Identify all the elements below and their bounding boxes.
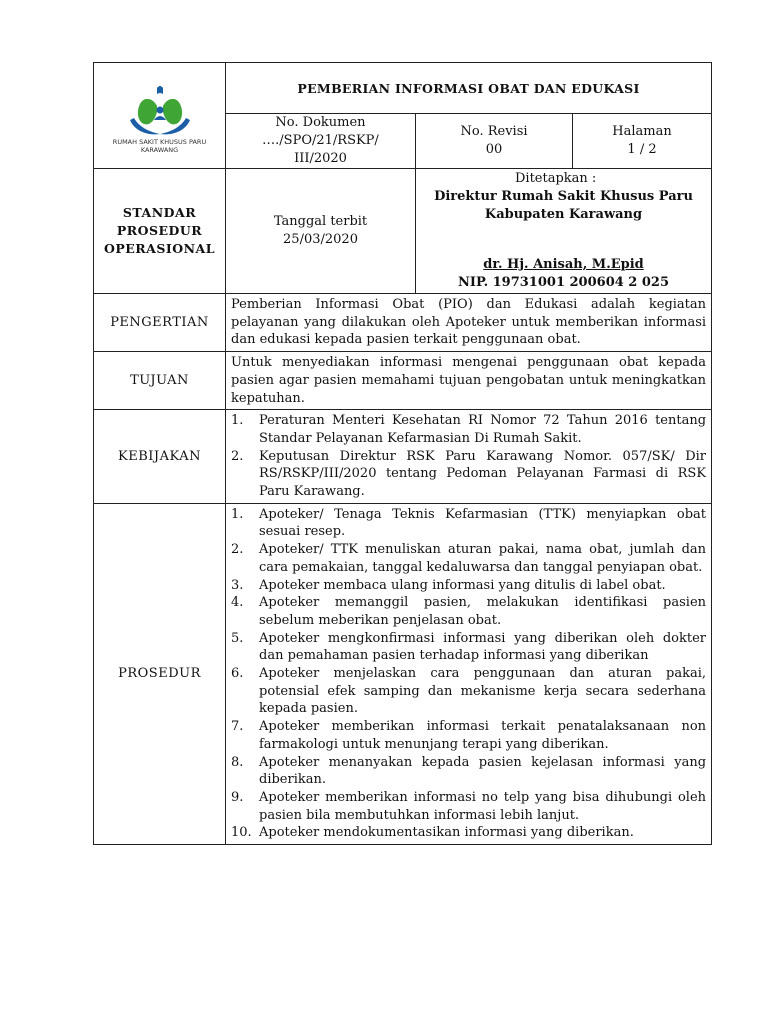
- sop-line-1: STANDAR: [122, 205, 197, 220]
- logo-cell: [94, 63, 226, 169]
- approval-cell: [416, 169, 712, 294]
- list-item-number: 2.: [231, 448, 244, 464]
- kebijakan-heading: KEBIJAKAN: [94, 410, 226, 504]
- list-item-text: Apoteker menanyakan kepada pasien kejelasan informasi yang diberikan.: [259, 754, 707, 788]
- list-item: [231, 412, 706, 447]
- doc-number-value: …./SPO/21/RSKP/ III/2020: [262, 133, 379, 166]
- list-item-number: 5.: [231, 630, 244, 646]
- list-item-text: Apoteker memberikan informasi terkait penatalaksanaan non farmakologi untuk menunjang terapi yang diberikan.: [259, 719, 707, 752]
- list-item-number: 4.: [231, 595, 244, 611]
- list-item-number: 7.: [231, 719, 244, 735]
- logo-city: KARAWANG: [140, 145, 179, 154]
- list-item-number: 6.: [231, 666, 244, 682]
- revision-value: 00: [485, 142, 503, 157]
- prosedur-list: [231, 506, 706, 842]
- list-item-text: Apoteker/ TTK menuliskan aturan pakai, nama obat, jumlah dan cara pemakaian, tanggal kedaluwarsa dan tanggal penyiapan obat.: [259, 542, 707, 575]
- list-item: [231, 718, 706, 753]
- list-item-text: Apoteker menjelaskan cara penggunaan dan aturan pakai, potensial efek samping dan mekanisme kerja secara sederhana kepada pasien.: [259, 666, 707, 717]
- list-item-text: Apoteker/ Tenaga Teknis Kefarmasian (TTK) menyiapkan obat sesuai resep.: [259, 506, 707, 540]
- list-item-number: 9.: [231, 789, 244, 805]
- issue-date-label: Tanggal terbit: [273, 214, 368, 229]
- list-item-number: 3.: [231, 577, 244, 593]
- document-title: PEMBERIAN INFORMASI OBAT DAN EDUKASI: [226, 63, 712, 114]
- list-item: [231, 577, 706, 595]
- sop-table: [93, 62, 712, 845]
- sop-document: [93, 62, 711, 845]
- tujuan-heading: TUJUAN: [94, 352, 226, 410]
- issue-date-value: 25/03/2020: [283, 232, 358, 247]
- page-label: Halaman: [612, 124, 672, 139]
- list-item: [231, 506, 706, 541]
- sop-line-2: PROSEDUR: [116, 223, 203, 238]
- sop-line-3: OPERASIONAL: [103, 241, 216, 256]
- list-item: [231, 754, 706, 789]
- list-item-number: 1.: [231, 506, 244, 522]
- list-item-text: Peraturan Menteri Kesehatan RI Nomor 72 Tahun 2016 tentang Standar Pelayanan Kefarmasian Di Rumah Sakit.: [259, 413, 707, 446]
- signatory-name: dr. Hj. Anisah, M.Epid: [483, 257, 644, 272]
- approval-org-line-1: Direktur Rumah Sakit Khusus Paru: [434, 189, 693, 204]
- revision-label: No. Revisi: [460, 124, 528, 139]
- list-item: [231, 665, 706, 718]
- list-item-text: Apoteker membaca ulang informasi yang ditulis di label obat.: [259, 577, 666, 593]
- logo-name: RUMAH SAKIT KHUSUS PARU: [112, 137, 207, 146]
- signatory-nip: NIP. 19731001 200604 2 025: [457, 275, 670, 290]
- prosedur-list-cell: [226, 503, 712, 844]
- doc-number-label: No. Dokumen: [275, 115, 366, 130]
- list-item: [231, 630, 706, 665]
- approval-label: Ditetapkan :: [515, 171, 597, 186]
- logo-caption: [94, 138, 225, 154]
- list-item-text: Keputusan Direktur RSK Paru Karawang Nomor. 057/SK/ Dir RS/RSKP/III/2020 tentang Pedoman Pelayanan Farmasi di RSK Paru Karawang.: [259, 448, 707, 500]
- issue-date-cell: [226, 169, 416, 294]
- list-item: [231, 824, 706, 842]
- approval-org-line-2: Kabupaten Karawang: [484, 207, 643, 222]
- list-item-number: 1.: [231, 413, 244, 429]
- list-item-text: Apoteker memanggil pasien, melakukan identifikasi pasien sebelum meberikan penjelasan obat.: [259, 595, 707, 628]
- sop-label-cell: [94, 169, 226, 294]
- list-item-number: 10.: [231, 825, 252, 841]
- tujuan-text: Untuk menyediakan informasi mengenai penggunaan obat kepada pasien agar pasien memahami tujuan pengobatan untuk meningkatkan kepatuhan.: [226, 352, 712, 410]
- list-item-text: Apoteker mendokumentasikan informasi yang diberikan.: [259, 825, 634, 841]
- list-item: [231, 448, 706, 501]
- list-item-text: Apoteker memberikan informasi no telp yang bisa dihubungi oleh pasien bila membutuhkan informasi lebih lanjut.: [259, 789, 707, 823]
- page-value: 1 / 2: [627, 142, 657, 157]
- pengertian-heading: PENGERTIAN: [94, 294, 226, 352]
- signatory: [420, 256, 707, 292]
- list-item-text: Apoteker mengkonfirmasi informasi yang diberikan oleh dokter dan pemahaman pasien terhadap informasi yang diberikan: [259, 630, 707, 664]
- doc-number-cell: [226, 114, 416, 169]
- revision-cell: [416, 114, 573, 169]
- kebijakan-list: [231, 412, 706, 501]
- list-item-number: 8.: [231, 754, 244, 770]
- list-item: [231, 594, 706, 629]
- page-cell: [573, 114, 712, 169]
- prosedur-heading: PROSEDUR: [94, 503, 226, 844]
- list-item-number: 2.: [231, 542, 244, 558]
- kebijakan-list-cell: [226, 410, 712, 504]
- hospital-logo: [120, 84, 200, 144]
- list-item: [231, 789, 706, 824]
- pengertian-text: Pemberian Informasi Obat (PIO) dan Edukasi adalah kegiatan pelayanan yang dilakukan oleh Apoteker untuk memberikan informasi dan edukasi kepada pasien terkait penggunaan obat.: [226, 294, 712, 352]
- list-item: [231, 541, 706, 576]
